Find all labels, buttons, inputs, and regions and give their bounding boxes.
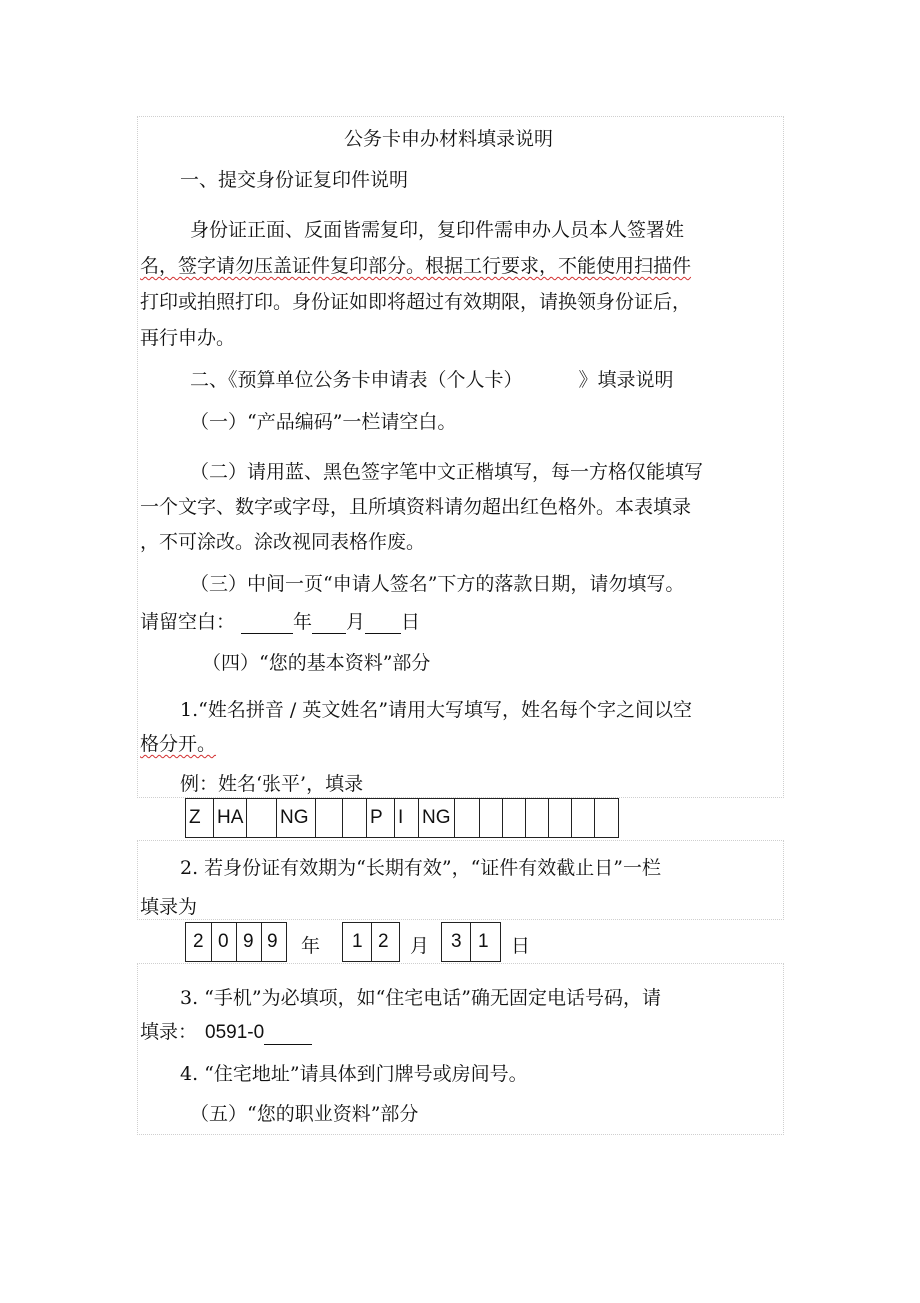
name-cell: NG (277, 798, 316, 838)
year-cell: 2 (185, 922, 212, 962)
name-cell (316, 798, 343, 838)
item-2-line-1: （二）请用蓝、黑色签字笔中文正楷填写，每一方格仅能填写 (190, 461, 704, 483)
name-cell: I (395, 798, 419, 838)
item-4: （四）“您的基本资料”部分 (202, 652, 431, 674)
name-cell: NG (419, 798, 455, 838)
month-boxes (342, 922, 400, 962)
year-cell: 9 (237, 922, 262, 962)
day-unit: 日 (511, 935, 531, 957)
month-cell: 1 (342, 922, 372, 962)
year-unit: 年 (301, 935, 321, 957)
example-label: 例：姓名‘张平’，填录 (180, 773, 364, 795)
day-cell: 1 (471, 922, 501, 962)
name-cell (480, 798, 503, 838)
note-3-line-2: 填录： 0591-0 (140, 1020, 312, 1045)
name-pinyin-boxes (185, 798, 619, 838)
year-cell: 0 (212, 922, 237, 962)
note-1-line-2: 格分开。 (140, 733, 217, 755)
section-1-heading: 一、提交身份证复印件说明 (180, 169, 409, 191)
item-1: （一）“产品编码”一栏请空白。 (190, 411, 457, 433)
month-unit: 月 (410, 935, 430, 957)
name-cell: P (367, 798, 395, 838)
note-3-line-1: 3. “手机”为必填项，如“住宅电话”确无固定电话号码，请 (180, 987, 662, 1009)
day-cell: 3 (441, 922, 471, 962)
name-cell (572, 798, 595, 838)
section-1-line-3: 打印或拍照打印。身份证如即将超过有效期限，请换领身份证后， (140, 291, 692, 313)
item-2-line-3: ，不可涂改。涂改视同表格作废。 (140, 531, 426, 553)
item-2-line-2: 一个文字、数字或字母，且所填资料请勿超出红色格外。本表填录 (140, 496, 692, 518)
section-1-line-4: 再行申办。 (140, 327, 236, 349)
year-boxes (185, 922, 287, 962)
day-boxes (441, 922, 501, 962)
section-1-line-1: 身份证正面、反面皆需复印，复印件需申办人员本人签署姓 (190, 219, 685, 241)
name-cell (549, 798, 572, 838)
section-2-heading: 二、《预算单位公务卡申请表（个人卡） 》填录说明 (190, 369, 674, 391)
name-cell (503, 798, 526, 838)
name-cell: Z (185, 798, 214, 838)
page-frame-middle (137, 840, 784, 920)
name-cell (455, 798, 480, 838)
section-1-line-2: 名，签字请勿压盖证件复印部分。根据工行要求，不能使用扫描件 (140, 255, 692, 277)
month-cell: 2 (372, 922, 400, 962)
item-5: （五）“您的职业资料”部分 (190, 1103, 419, 1125)
item-3-line-1: （三）中间一页“申请人签名”下方的落款日期，请勿填写。 (190, 573, 685, 595)
note-2-line-1: 2. 若身份证有效期为“长期有效”，“证件有效截止日”一栏 (180, 857, 662, 879)
note-1-line-1: 1.“姓名拼音 / 英文姓名”请用大写填写，姓名每个字之间以空 (180, 699, 693, 721)
name-cell: HA (214, 798, 247, 838)
name-cell (526, 798, 549, 838)
name-cell (247, 798, 277, 838)
note-2-line-2: 填录为 (140, 896, 198, 918)
note-4: 4. “住宅地址”请具体到门牌号或房间号。 (180, 1063, 528, 1085)
year-cell: 9 (262, 922, 287, 962)
item-3-line-2: 请留空白： 年 月 日 (140, 611, 421, 633)
name-cell (343, 798, 367, 838)
name-cell (595, 798, 619, 838)
document-title: 公务卡申办材料填录说明 (344, 128, 554, 150)
